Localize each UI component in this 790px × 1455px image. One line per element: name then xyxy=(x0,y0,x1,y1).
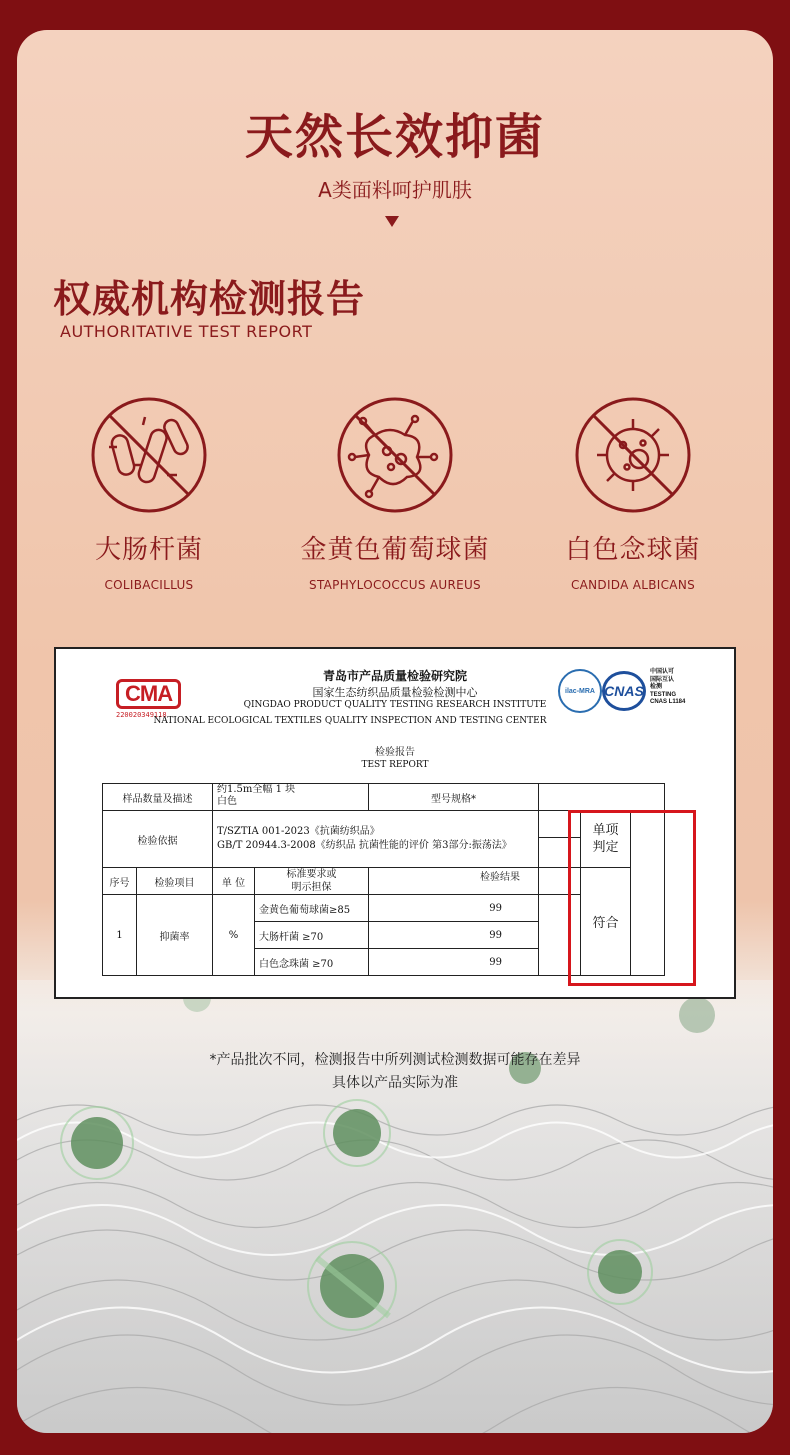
standard-label: 标准要求或 明示担保 xyxy=(255,868,369,895)
content-panel xyxy=(17,30,773,1433)
cnas-logo: CNAS xyxy=(602,671,646,711)
hero-subtitle: A类面料呵护肌肤 xyxy=(318,178,472,202)
sample-desc: 约1.5m全幅 1 块 白色 xyxy=(213,784,369,811)
cma-mark: MA xyxy=(139,681,173,706)
down-triangle-icon xyxy=(385,216,399,227)
bacteria-name-en: COLIBACILLUS xyxy=(104,578,194,592)
judge-label: 单项 判定 xyxy=(581,811,631,868)
cma-number: 220020349118 xyxy=(116,711,167,719)
seq-label: 序号 xyxy=(103,868,137,895)
ilac-logo: ilac-MRA xyxy=(558,669,602,713)
germ-icon xyxy=(679,997,715,1033)
unit-value: % xyxy=(213,895,255,976)
institute-name-cn: 青岛市产品质量检验研究院 xyxy=(322,669,467,683)
hero-title: 天然长效抑菌 xyxy=(244,109,545,165)
institute-name-en: QINGDAO PRODUCT QUALITY TESTING RESEARCH INSTITUTE xyxy=(243,700,547,710)
judgement-value: 符合 xyxy=(581,868,631,976)
bacteria-name-en: CANDIDA ALBICANS xyxy=(570,578,696,592)
item-label: 检验项目 xyxy=(137,868,213,895)
item-value: 抑菌率 xyxy=(137,895,213,976)
doc-title-en: TEST REPORT xyxy=(361,760,429,770)
fabric-background xyxy=(17,980,773,1433)
germ-icon xyxy=(308,1242,396,1330)
model-label: 型号规格* xyxy=(369,784,539,811)
test-report xyxy=(54,647,736,999)
standard-value: 大肠杆菌 ≥70 xyxy=(255,922,369,949)
section-title: 权威机构检测报告 xyxy=(53,277,366,321)
center-name-en: NATIONAL ECOLOGICAL TEXTILES QUALITY INSPECTION AND TESTING CENTER xyxy=(153,716,547,726)
basis-text: T/SZTIA 001-2023《抗菌纺织品》 GB/T 20944.3-2008《纺织品 抗菌性能的评价 第3部分:振荡法》 xyxy=(213,811,539,868)
result-value: 99 xyxy=(369,895,539,922)
doc-title-cn: 检验报告 xyxy=(375,747,415,758)
basis-label: 检验依据 xyxy=(103,811,213,868)
cma-logo: CMA 220020349118 xyxy=(116,679,181,719)
no-rod-bacteria-icon xyxy=(89,395,209,515)
disclaimer-line-1: *产品批次不同，检测报告中所列测试检测数据可能存在差异 xyxy=(209,1052,581,1068)
bacteria-item-candida xyxy=(523,395,743,592)
bacteria-name-en: STAPHYLOCOCCUS AUREUS xyxy=(309,578,481,592)
standard-value: 金黄色葡萄球菌≥85 xyxy=(255,895,369,922)
sample-label: 样品数量及描述 xyxy=(103,784,213,811)
bacteria-item-colibacillus xyxy=(39,395,259,592)
bacteria-item-staphylococcus xyxy=(285,395,505,592)
highlight-box xyxy=(568,810,696,986)
bacteria-name: 白色念球菌 xyxy=(565,535,701,565)
result-label: 检验结果 xyxy=(369,868,539,895)
bacteria-name: 大肠杆菌 xyxy=(94,535,203,565)
unit-label: 单 位 xyxy=(213,868,255,895)
disclaimer-line-2: 具体以产品实际为准 xyxy=(332,1075,458,1091)
table-row xyxy=(103,784,665,811)
result-value: 99 xyxy=(369,949,539,976)
no-virus-icon xyxy=(335,395,455,515)
standard-value: 白色念珠菌 ≥70 xyxy=(255,949,369,976)
cnas-text: 中国认可 国际互认 检测 TESTING CNAS L1184 xyxy=(650,669,686,705)
section-subtitle: AUTHORITATIVE TEST REPORT xyxy=(60,322,313,341)
bacteria-name: 金黄色葡萄球菌 xyxy=(300,535,490,565)
no-germ-icon xyxy=(573,395,693,515)
result-value: 99 xyxy=(369,922,539,949)
center-name-cn: 国家生态纺织品质量检验检测中心 xyxy=(312,686,478,699)
seq-value: 1 xyxy=(103,895,137,976)
germ-icon xyxy=(61,1107,133,1179)
germ-icon xyxy=(324,1100,390,1166)
